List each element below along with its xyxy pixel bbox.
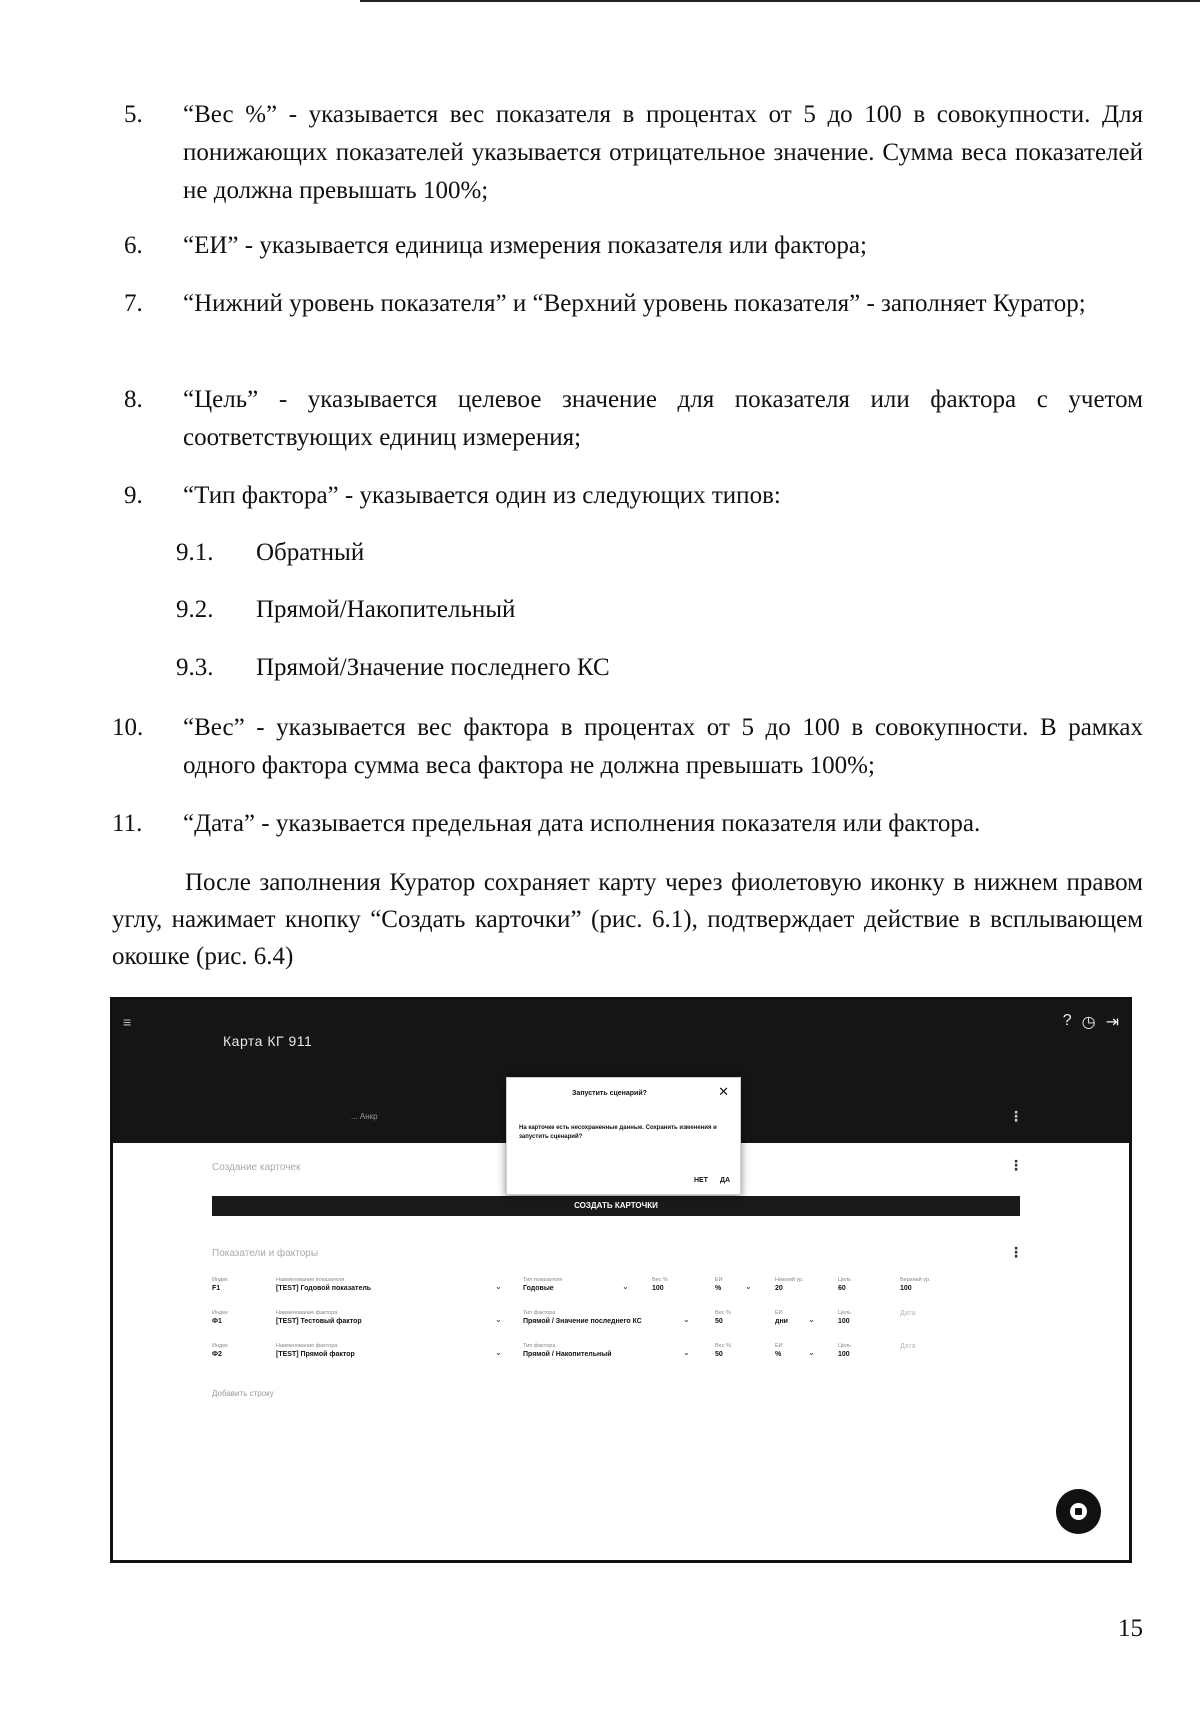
add-row-link[interactable]: Добавить строку <box>212 1389 274 1398</box>
card-title: Создание карточек <box>212 1162 301 1173</box>
page-number: 15 <box>1118 1615 1143 1642</box>
index-cell[interactable]: Индек Ф2 <box>212 1343 228 1358</box>
top-rule <box>360 0 1200 2</box>
list-text: “Цель” - указывается целевое значение для показателя или фактора с учетом соответствующих единиц измерения; <box>183 386 1143 451</box>
unit-cell[interactable]: ЕИ дни <box>775 1310 788 1325</box>
dialog-message: На карточке есть несохраненные данные. Сохранить изменения и запустить сценарий? <box>519 1125 717 1140</box>
table-row <box>212 1276 1062 1308</box>
lower-level-cell[interactable]: Нижний ур. 20 <box>775 1277 804 1292</box>
sub-list-text: Прямой/Накопительный <box>256 596 516 623</box>
name-cell[interactable]: Наименование показателя [TEST] Годовой показатель <box>276 1277 372 1292</box>
section-title: Показатели и факторы <box>212 1248 319 1259</box>
sub-list-number: 9.2. <box>176 596 214 623</box>
factor-type-cell[interactable]: Тип фактора Прямой / Значение последнего КС <box>523 1310 642 1325</box>
chevron-down-icon[interactable]: ⌄ <box>683 1315 690 1324</box>
dialog-title: Запустить сценарий? <box>572 1090 647 1097</box>
sub-list-number: 9.3. <box>176 654 214 681</box>
upper-level-cell[interactable]: Верхний ур. 100 <box>900 1277 931 1292</box>
list-number: 9. <box>124 482 143 509</box>
no-button[interactable]: НЕТ <box>693 1177 708 1184</box>
date-cell[interactable]: Дата <box>900 1343 916 1350</box>
list-text: “Тип фактора” - указывается один из следующих типов: <box>183 482 781 509</box>
index-cell[interactable]: Индек F1 <box>212 1277 228 1292</box>
help-icon[interactable]: ? <box>1062 1012 1072 1029</box>
save-icon <box>1070 1503 1087 1520</box>
chevron-down-icon[interactable]: ⌄ <box>745 1282 752 1291</box>
save-fab-button[interactable] <box>1056 1489 1101 1534</box>
list-text: “Дата” - указывается предельная дата исполнения показателя или фактора. <box>183 810 981 837</box>
sub-list-text: Прямой/Значение последнего КС <box>256 654 610 681</box>
goal-cell[interactable]: Цель 100 <box>838 1310 852 1325</box>
top-icons <box>1063 1012 1119 1032</box>
body-paragraph: После заполнения Куратор сохраняет карту через фиолетовую иконку в нижнем правом углу, нажимает кнопку “Создать карточки” (рис. 6.1), подтверждает действие в всплывающем окошке (рис. 6.4) <box>112 869 1143 970</box>
chevron-down-icon[interactable]: ⌄ <box>808 1348 815 1357</box>
goal-cell[interactable]: Цель 100 <box>838 1343 852 1358</box>
table-row <box>212 1342 1062 1374</box>
confirm-dialog <box>506 1077 741 1195</box>
weight-cell[interactable]: Вес % 50 <box>715 1343 731 1358</box>
chevron-down-icon[interactable]: ⌄ <box>495 1348 502 1357</box>
type-cell[interactable]: Тип показателя Годовые <box>523 1277 563 1292</box>
goal-cell[interactable]: Цель 60 <box>838 1277 852 1292</box>
date-cell[interactable]: Дата <box>900 1310 916 1317</box>
index-cell[interactable]: Индек Ф1 <box>212 1310 228 1325</box>
history-icon[interactable]: ◷ <box>1081 1014 1096 1031</box>
yes-button[interactable]: ДА <box>719 1177 730 1184</box>
close-icon[interactable]: ✕ <box>718 1084 729 1099</box>
list-number: 5. <box>124 101 143 128</box>
list-text: “Вес” - указывается вес фактора в процентах от 5 до 100 в совокупности. В рамках одного фактора сумма веса фактора не должна превышать 100%; <box>183 714 1143 779</box>
more-icon[interactable]: ⋮ <box>1009 1244 1023 1260</box>
chevron-down-icon[interactable]: ⌄ <box>808 1315 815 1324</box>
sub-list-text: Обратный <box>256 539 365 566</box>
logout-icon[interactable]: ⇥ <box>1105 1014 1119 1031</box>
name-cell[interactable]: Наименование фактора [TEST] Прямой фактор <box>276 1343 355 1358</box>
app-screenshot <box>110 997 1132 1563</box>
more-icon[interactable]: ⋮ <box>1009 1108 1023 1124</box>
unit-cell[interactable]: ЕИ % <box>715 1277 723 1292</box>
chevron-down-icon[interactable]: ⌄ <box>622 1282 629 1291</box>
list-text: “Нижний уровень показателя” и “Верхний уровень показателя” - заполняет Куратор; <box>183 290 1086 317</box>
list-text: “ЕИ” - указывается единица измерения показателя или фактора; <box>183 232 867 259</box>
chevron-down-icon[interactable]: ⌄ <box>495 1282 502 1291</box>
unit-cell[interactable]: ЕИ % <box>775 1343 783 1358</box>
weight-cell[interactable]: Вес % 100 <box>652 1277 668 1292</box>
factor-type-cell[interactable]: Тип фактора Прямой / Накопительный <box>523 1343 612 1358</box>
list-number: 8. <box>124 386 143 413</box>
list-number: 11. <box>112 810 143 837</box>
chevron-down-icon[interactable]: ⌄ <box>683 1348 690 1357</box>
list-text: “Вес %” - указывается вес показателя в процентах от 5 до 100 в совокупности. Для понижающих показателей указывается отрицательное значение. Сумма веса показателей не должна превышать 100%; <box>183 101 1143 204</box>
list-number: 10. <box>112 714 144 741</box>
chevron-down-icon[interactable]: ⌄ <box>495 1315 502 1324</box>
menu-icon[interactable]: ≡ <box>123 1014 132 1030</box>
app-title: Карта КГ 911 <box>223 1033 313 1049</box>
create-cards-button[interactable]: СОЗДАТЬ КАРТОЧКИ <box>212 1196 1020 1216</box>
list-number: 6. <box>124 232 143 259</box>
subtab[interactable]: ... Анкр <box>351 1112 378 1121</box>
table-row <box>212 1309 1062 1341</box>
weight-cell[interactable]: Вес % 50 <box>715 1310 731 1325</box>
sub-list-number: 9.1. <box>176 539 214 566</box>
list-number: 7. <box>124 290 143 317</box>
dialog-actions <box>694 1177 730 1184</box>
name-cell[interactable]: Наименование фактора [TEST] Тестовый фактор <box>276 1310 362 1325</box>
more-icon[interactable]: ⋮ <box>1009 1157 1023 1173</box>
